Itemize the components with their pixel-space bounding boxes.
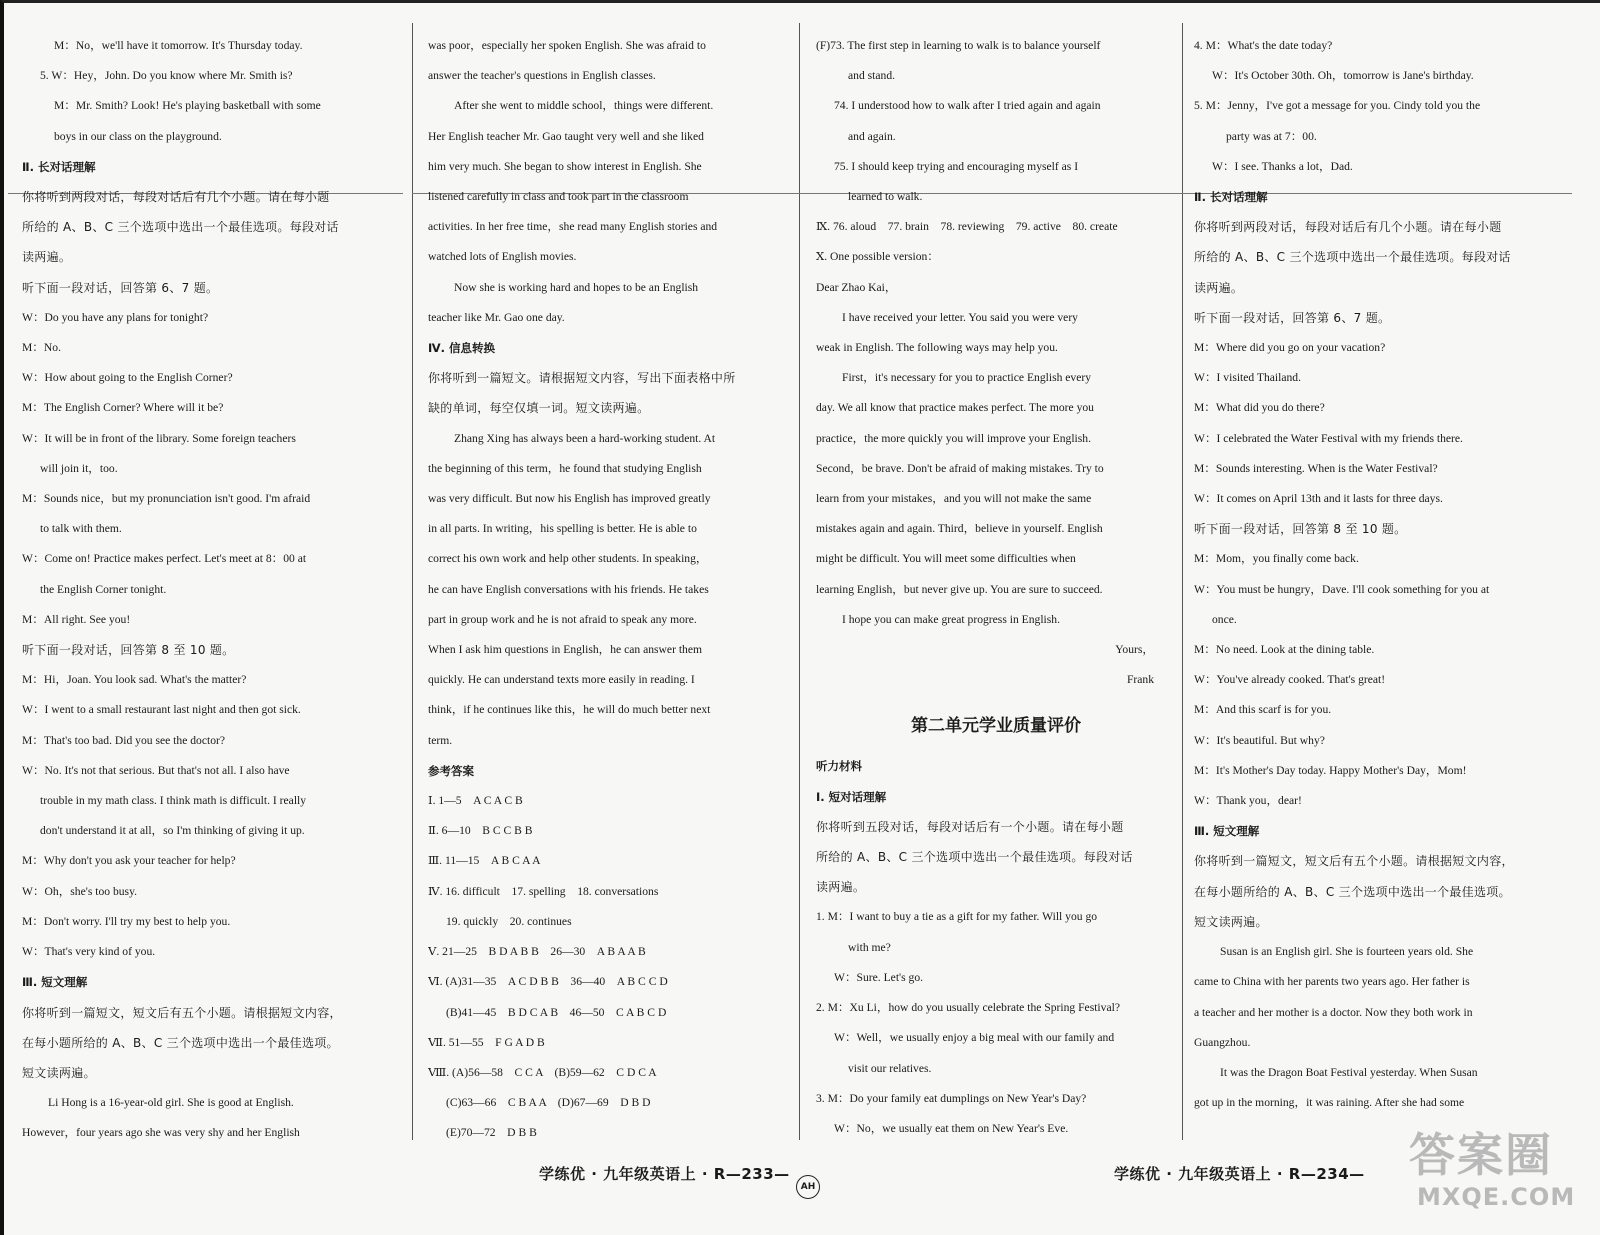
text-column-1: [22, 31, 402, 1145]
text-line: W：I visited Thailand.: [1194, 371, 1302, 385]
text-line: quickly. He can understand texts more easily in reading. I: [428, 673, 695, 687]
text-line: Ⅱ. 长对话理解: [1194, 190, 1268, 205]
text-line: learn from your mistakes，and you will not make the same: [816, 492, 1092, 506]
text-line: W：How about going to the English Corner?: [22, 371, 233, 385]
text-line: Ⅴ. 21—25 B D A B B 26—30 A B A A B: [428, 945, 646, 959]
text-line: W：You've already cooked. That's great!: [1194, 673, 1386, 687]
text-line: Yours，: [1115, 643, 1154, 657]
text-line: and again.: [848, 129, 896, 143]
text-line: W：Well，we usually enjoy a big meal with our family and: [834, 1031, 1115, 1045]
text-line: M：That's too bad. Did you see the doctor?: [22, 733, 226, 747]
text-line: was very difficult. But now his English has improved greatly: [428, 492, 711, 506]
text-line: 你将听到两段对话，每段对话后有几个小题。请在每小题: [22, 190, 330, 205]
text-line: (B)41—45 B D C A B 46—50 C A B C D: [446, 1005, 667, 1019]
text-line: W：Oh，she's too busy.: [22, 884, 138, 898]
text-line: 短文读两遍。: [22, 1065, 96, 1080]
text-line: When I ask him questions in English，he can answer them: [428, 643, 703, 657]
text-line: Ⅱ. 6—10 B C C B B: [428, 824, 533, 838]
column-divider: [799, 23, 800, 1140]
text-column-3: [816, 31, 1176, 1145]
text-line: and stand.: [848, 69, 896, 83]
text-line: Second，be brave. Don't be afraid of making mistakes. Try to: [816, 461, 1104, 475]
text-line: W：I see. Thanks a lot，Dad.: [1212, 159, 1353, 173]
text-line: M：No need. Look at the dining table.: [1194, 643, 1375, 657]
text-line: Ⅲ. 短文理解: [22, 975, 88, 990]
text-line: 听下面一段对话，回答第 6、7 题。: [22, 280, 219, 295]
text-line: don't understand it at all，so I'm thinking of giving it up.: [40, 824, 305, 838]
text-line: Ⅷ. (A)56—58 C C A (B)59—62 C D C A: [428, 1065, 657, 1079]
text-line: practice，the more quickly you will improve your English.: [816, 431, 1091, 445]
text-line: 5. M：Jenny，I've got a message for you. Cindy told you the: [1194, 99, 1481, 113]
text-line: Ⅰ. 短对话理解: [816, 789, 887, 804]
text-line: once.: [1212, 612, 1237, 626]
text-line: got up in the morning，it was raining. After she had some: [1194, 1096, 1465, 1110]
text-line: W：It will be in front of the library. Some foreign teachers: [22, 431, 296, 445]
text-line: 75. I should keep trying and encouraging myself as I: [834, 159, 1079, 173]
text-line: 读两遍。: [816, 880, 866, 895]
column-divider: [412, 23, 413, 1140]
text-line: in all parts. In writing，his spelling is better. He is able to: [428, 522, 697, 536]
text-line: day. We all know that practice makes perfect. The more you: [816, 401, 1094, 415]
text-line: M：Why don't you ask your teacher for help?: [22, 854, 236, 868]
text-line: Ⅶ. 51—55 F G A D B: [428, 1035, 545, 1049]
text-line: 听下面一段对话，回答第 6、7 题。: [1194, 310, 1391, 325]
text-line: 1. M：I want to buy a tie as a gift for my father. Will you go: [816, 910, 1098, 924]
text-line: term.: [428, 733, 453, 747]
text-line: answer the teacher's questions in English classes.: [428, 69, 656, 83]
text-line: M：What did you do there?: [1194, 401, 1325, 415]
text-line: W：No，we usually eat them on New Year's Eve.: [834, 1121, 1069, 1135]
text-line: M：Hi，Joan. You look sad. What's the matter?: [22, 673, 247, 687]
text-line: M：And this scarf is for you.: [1194, 703, 1332, 717]
text-line: Her English teacher Mr. Gao taught very well and she liked: [428, 129, 704, 143]
text-line: 读两遍。: [1194, 280, 1244, 295]
text-line: visit our relatives.: [848, 1061, 932, 1075]
text-line: 所给的 A、B、C 三个选项中选出一个最佳选项。每段对话: [816, 850, 1133, 865]
text-line: Ⅳ. 信息转换: [428, 341, 496, 356]
text-line: 5. W：Hey，John. Do you know where Mr. Smith is?: [40, 69, 293, 83]
text-line: Ⅳ. 16. difficult 17. spelling 18. conversations: [428, 884, 659, 898]
text-line: Ⅱ. 长对话理解: [22, 159, 96, 174]
text-line: M：Don't worry. I'll try my best to help you.: [22, 914, 231, 928]
text-line: learned to walk.: [848, 190, 923, 204]
text-line: 所给的 A、B、C 三个选项中选出一个最佳选项。每段对话: [22, 220, 339, 235]
text-line: (E)70—72 D B B: [446, 1126, 537, 1140]
text-line: him very much. She began to show interest in English. She: [428, 159, 702, 173]
text-line: (F)73. The first step in learning to walk is to balance yourself: [816, 39, 1101, 52]
text-line: M：The English Corner? Where will it be?: [22, 401, 224, 415]
text-line: trouble in my math class. I think math is difficult. I really: [40, 794, 307, 808]
text-line: I hope you can make great progress in English.: [842, 612, 1060, 626]
text-line: 你将听到一篇短文。请根据短文内容，写出下面表格中所: [428, 371, 736, 386]
text-line: W：It comes on April 13th and it lasts for three days.: [1194, 492, 1443, 506]
text-line: Ⅲ. 11—15 A B C A A: [428, 854, 541, 868]
text-line: 你将听到一篇短文，短文后有五个小题。请根据短文内容，: [22, 1005, 342, 1020]
publisher-logo-icon: AH: [796, 1175, 820, 1199]
text-line: 在每小题所给的 A、B、C 三个选项中选出一个最佳选项。: [1194, 884, 1511, 899]
text-line: M：Sounds interesting. When is the Water Festival?: [1194, 461, 1438, 475]
text-line: Ⅲ. 短文理解: [1194, 824, 1260, 839]
text-line: 听力材料: [816, 759, 862, 774]
text-line: W：It's beautiful. But why?: [1194, 733, 1325, 747]
text-line: 第二单元学业质量评价: [911, 716, 1081, 737]
text-line: W：No. It's not that serious. But that's not all. I also have: [22, 763, 290, 777]
text-line: might be difficult. You will meet some difficulties when: [816, 552, 1076, 566]
text-line: Li Hong is a 16-year-old girl. She is good at English.: [48, 1096, 294, 1110]
text-line: (C)63—66 C B A A (D)67—69 D B D: [446, 1096, 651, 1110]
text-line: W：You must be hungry，Dave. I'll cook something for you at: [1194, 582, 1490, 596]
text-line: 参考答案: [428, 763, 474, 778]
text-line: came to China with her parents two years ago. Her father is: [1194, 975, 1470, 989]
text-line: correct his own work and help other students. In speaking，: [428, 552, 708, 566]
text-line: Ⅵ. (A)31—35 A C D B B 36—40 A B C C D: [428, 975, 668, 989]
text-line: listened carefully in class and took part in the classroom: [428, 190, 689, 204]
text-line: M：Mr. Smith? Look! He's playing basketball with some: [54, 99, 321, 113]
text-line: 你将听到五段对话，每段对话后有一个小题。请在每小题: [816, 819, 1124, 834]
text-line: 19. quickly 20. continues: [446, 914, 572, 928]
text-line: learning English，but never give up. You are sure to succeed.: [816, 582, 1103, 596]
text-line: 2. M：Xu Li，how do you usually celebrate the Spring Festival?: [816, 1001, 1120, 1015]
text-line: M：Where did you go on your vacation?: [1194, 341, 1386, 355]
text-line: It was the Dragon Boat Festival yesterday. When Susan: [1220, 1065, 1478, 1079]
text-column-2: [428, 31, 786, 1145]
text-line: M：All right. See you!: [22, 612, 131, 626]
text-line: boys in our class on the playground.: [54, 129, 222, 143]
text-line: part in group work and he is not afraid to speak any more.: [428, 612, 697, 626]
text-line: 你将听到一篇短文，短文后有五个小题。请根据短文内容，: [1194, 854, 1514, 869]
text-line: Now she is working hard and hopes to be an English: [454, 280, 699, 294]
text-line: Ⅰ. 1—5 A C A C B: [428, 794, 523, 808]
footer-right-page-number: 学练优 · 九年级英语上 · R—234—: [1114, 1165, 1365, 1183]
text-line: the beginning of this term，he found that studying English: [428, 461, 702, 475]
text-line: 缺的单词，每空仅填一词。短文读两遍。: [428, 401, 650, 416]
text-line: W：Sure. Let's go.: [834, 970, 924, 984]
text-line: 听下面一段对话，回答第 8 至 10 题。: [1194, 522, 1407, 537]
text-column-4: [1194, 31, 1564, 1145]
text-line: to talk with them.: [40, 522, 122, 536]
text-line: I have received your letter. You said you were very: [842, 310, 1078, 324]
text-line: party was at 7：00.: [1226, 129, 1317, 143]
text-line: 你将听到两段对话，每段对话后有几个小题。请在每小题: [1194, 220, 1502, 235]
text-line: 听下面一段对话，回答第 8 至 10 题。: [22, 643, 235, 658]
text-line: M：No.: [22, 341, 61, 355]
text-line: However，four years ago she was very shy and her English: [22, 1126, 300, 1140]
text-line: W：That's very kind of you.: [22, 945, 156, 959]
watermark-line1: 答案圈: [1409, 1128, 1553, 1182]
text-line: he can have English conversations with his friends. He takes: [428, 582, 709, 596]
text-line: 所给的 A、B、C 三个选项中选出一个最佳选项。每段对话: [1194, 250, 1511, 265]
text-line: W：Do you have any plans for tonight?: [22, 310, 209, 324]
text-line: Ⅸ. 76. aloud 77. brain 78. reviewing 79. active 80. create: [816, 220, 1118, 234]
text-line: M：Sounds nice，but my pronunciation isn't good. I'm afraid: [22, 492, 311, 506]
text-line: teacher like Mr. Gao one day.: [428, 310, 565, 324]
text-line: activities. In her free time，she read many English stories and: [428, 220, 718, 234]
text-line: W：I went to a small restaurant last night and then got sick.: [22, 703, 301, 717]
text-line: the English Corner tonight.: [40, 582, 167, 596]
text-line: mistakes again and again. Third，believe in yourself. English: [816, 522, 1103, 536]
text-line: W：Thank you，dear!: [1194, 794, 1302, 808]
text-line: Dear Zhao Kai，: [816, 280, 897, 294]
text-line: W：Come on! Practice makes perfect. Let's meet at 8：00 at: [22, 552, 307, 566]
text-line: 4. M：What's the date today?: [1194, 39, 1333, 52]
text-line: 在每小题所给的 A、B、C 三个选项中选出一个最佳选项。: [22, 1035, 339, 1050]
text-line: think，if he continues like this，he will do much better next: [428, 703, 711, 717]
text-line: M：It's Mother's Day today. Happy Mother's Day，Mom!: [1194, 763, 1467, 777]
text-line: with me?: [848, 940, 891, 954]
text-line: watched lots of English movies.: [428, 250, 577, 264]
watermark: [1409, 1128, 1599, 1228]
text-line: Susan is an English girl. She is fourteen years old. She: [1220, 945, 1474, 959]
text-line: Guangzhou.: [1194, 1035, 1251, 1049]
text-line: 短文读两遍。: [1194, 914, 1268, 929]
text-line: First，it's necessary for you to practice English every: [842, 371, 1092, 385]
text-line: W：I celebrated the Water Festival with my friends there.: [1194, 431, 1463, 445]
text-line: was poor，especially her spoken English. She was afraid to: [428, 39, 706, 52]
text-line: 74. I understood how to walk after I tried again and again: [834, 99, 1101, 113]
text-line: weak in English. The following ways may help you.: [816, 341, 1058, 355]
column-divider: [1182, 23, 1183, 1140]
text-line: will join it，too.: [40, 461, 118, 475]
text-line: After she went to middle school，things were different.: [454, 99, 714, 113]
text-line: 读两遍。: [22, 250, 72, 265]
footer-left-page-number: 学练优 · 九年级英语上 · R—233—: [539, 1165, 790, 1183]
text-line: 3. M：Do your family eat dumplings on New Year's Day?: [816, 1091, 1087, 1105]
text-line: Frank: [1126, 673, 1154, 687]
text-line: Ⅹ. One possible version：: [816, 250, 939, 264]
watermark-line2: MXQE.COM: [1417, 1183, 1576, 1211]
text-line: Zhang Xing has always been a hard-working student. At: [454, 431, 716, 445]
text-line: a teacher and her mother is a doctor. Now they both work in: [1194, 1005, 1473, 1019]
text-line: M：Mom，you finally come back.: [1194, 552, 1359, 566]
text-line: M：No，we'll have it tomorrow. It's Thursday today.: [54, 39, 303, 52]
text-line: W：It's October 30th. Oh，tomorrow is Jane's birthday.: [1212, 69, 1474, 83]
